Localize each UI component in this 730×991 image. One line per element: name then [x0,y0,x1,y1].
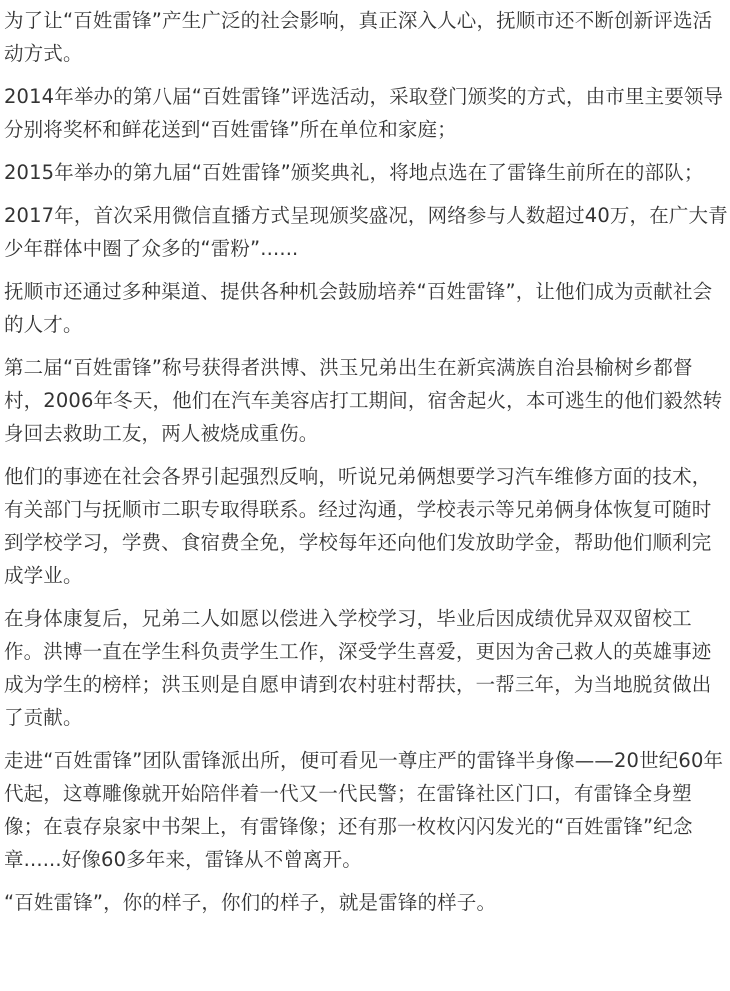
paragraph: 2014年举办的第八届“百姓雷锋”评选活动，采取登门颁奖的方式，由市里主要领导分别将奖杯和鲜花送到“百姓雷锋”所在单位和家庭； [4,85,724,141]
paragraph: 他们的事迹在社会各界引起强烈反响，听说兄弟俩想要学习汽车维修方面的技术，有关部门与抚顺市二职专取得联系。经过沟通，学校表示等兄弟俩身体恢复可随时到学校学习，学费、食宿费全免，学校每年还向他们发放助学金，帮助他们顺利完成学业。 [4,465,712,587]
paragraph: 2015年举办的第九届“百姓雷锋”颁奖典礼，将地点选在了雷锋生前所在的部队； [4,161,704,184]
paragraph: 走进“百姓雷锋”团队雷锋派出所，便可看见一尊庄严的雷锋半身像——20世纪60年代起，这尊雕像就开始陪伴着一代又一代民警；在雷锋社区门口，有雷锋全身塑像；在袁存泉家中书架上，有雷锋像；还有那一枚枚闪闪发光的“百姓雷锋”纪念章......好像60多年来，雷锋从不曾离开。 [4,749,724,871]
paragraph: “百姓雷锋”，你的样子，你们的样子，就是雷锋的样子。 [4,891,497,914]
paragraph: 在身体康复后，兄弟二人如愿以偿进入学校学习，毕业后因成绩优异双双留校工作。洪博一直在学生科负责学生工作，深受学生喜爱，更因为舍己救人的英雄事迹成为学生的榜样；洪玉则是自愿申请到农村驻村帮扶，一帮三年，为当地脱贫做出了贡献。 [4,607,712,729]
paragraph: 为了让“百姓雷锋”产生广泛的社会影响，真正深入人心，抚顺市还不断创新评选活动方式。 [4,9,713,65]
article-body [4,0,728,929]
paragraph: 第二届“百姓雷锋”称号获得者洪博、洪玉兄弟出生在新宾满族自治县榆树乡都督村，2006年冬天，他们在汽车美容店打工期间，宿舍起火，本可逃生的他们毅然转身回去救助工友，两人被烧成重伤。 [4,356,723,445]
paragraph: 2017年，首次采用微信直播方式呈现颁奖盛况，网络参与人数超过40万，在广大青少年群体中圈了众多的“雷粉”...... [4,204,728,260]
paragraph: 抚顺市还通过多种渠道、提供各种机会鼓励培养“百姓雷锋”，让他们成为贡献社会的人才。 [4,280,713,336]
